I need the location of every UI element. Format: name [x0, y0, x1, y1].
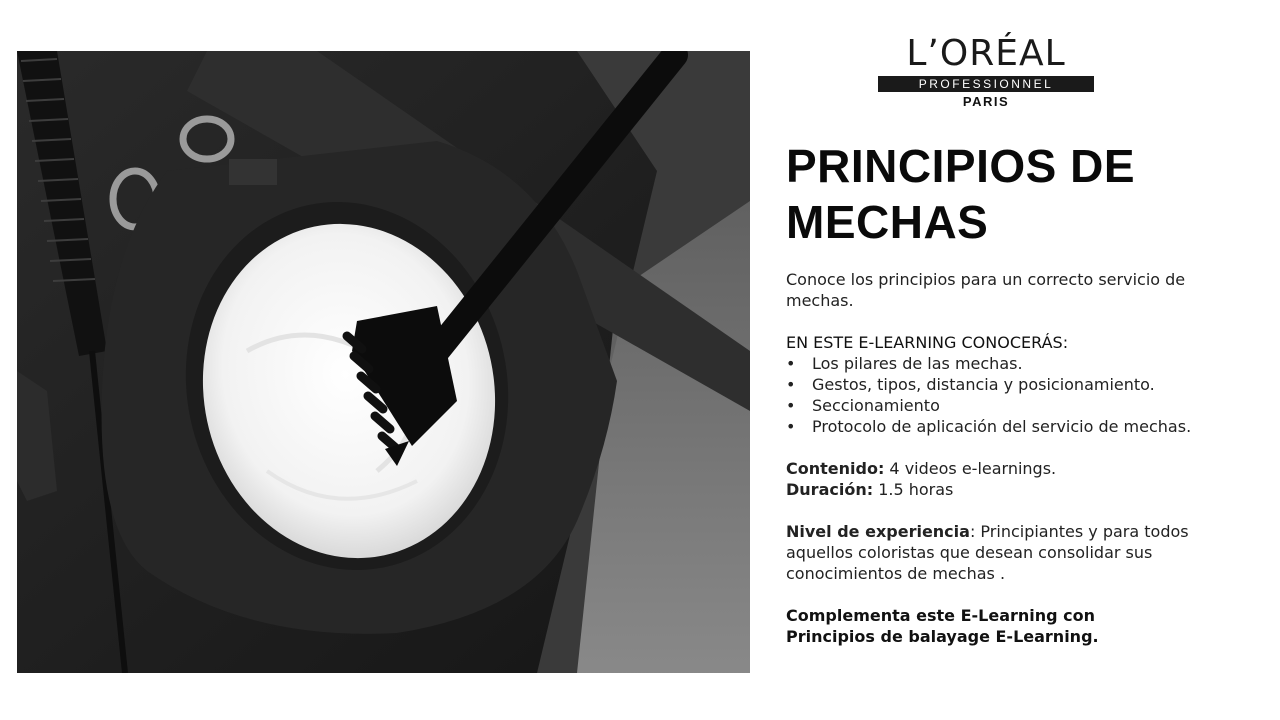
intro-text: Conoce los principios para un correcto servicio de mechas.	[786, 270, 1186, 310]
experience-line	[786, 521, 1216, 584]
bowl-brush-illustration	[17, 51, 750, 673]
experience-label: Nivel de experiencia	[786, 522, 970, 541]
list-item: • Gestos, tipos, distancia y posicionamiento.	[786, 374, 1216, 395]
hair-color-bowl-photo	[17, 51, 750, 673]
complement-line-2: Principios de balayage E-Learning.	[786, 627, 1099, 646]
content-label: Contenido:	[786, 459, 885, 478]
learning-heading: EN ESTE E-LEARNING CONOCERÁS:	[786, 333, 1069, 352]
content-line	[786, 458, 1216, 479]
duration-label: Duración:	[786, 480, 874, 499]
list-item: • Protocolo de aplicación del servicio de mechas.	[786, 416, 1216, 437]
list-item: • Seccionamiento	[786, 395, 1216, 416]
logo-brand: L’ORÉAL	[906, 33, 1066, 74]
course-description	[786, 269, 1216, 647]
experience-value: : Principiantes y para todos aquellos coloristas que desean consolidar sus conocimientos de mechas .	[786, 522, 1189, 583]
logo-line: PROFESSIONNEL	[878, 76, 1094, 92]
title-line-2: MECHAS	[786, 196, 989, 248]
list-item: • Los pilares de las mechas.	[786, 353, 1216, 374]
learning-list	[786, 353, 1216, 437]
content-value: 4 videos e-learnings.	[884, 459, 1057, 478]
duration-value: 1.5 horas	[873, 480, 954, 499]
title-line-1: PRINCIPIOS DE	[786, 140, 1136, 192]
logo-city: PARIS	[962, 94, 1010, 109]
duration-line	[786, 479, 1216, 500]
complement-line-1: Complementa este E-Learning con	[786, 606, 1096, 625]
page-title	[786, 138, 1266, 250]
loreal-professionnel-logo	[872, 34, 1100, 110]
